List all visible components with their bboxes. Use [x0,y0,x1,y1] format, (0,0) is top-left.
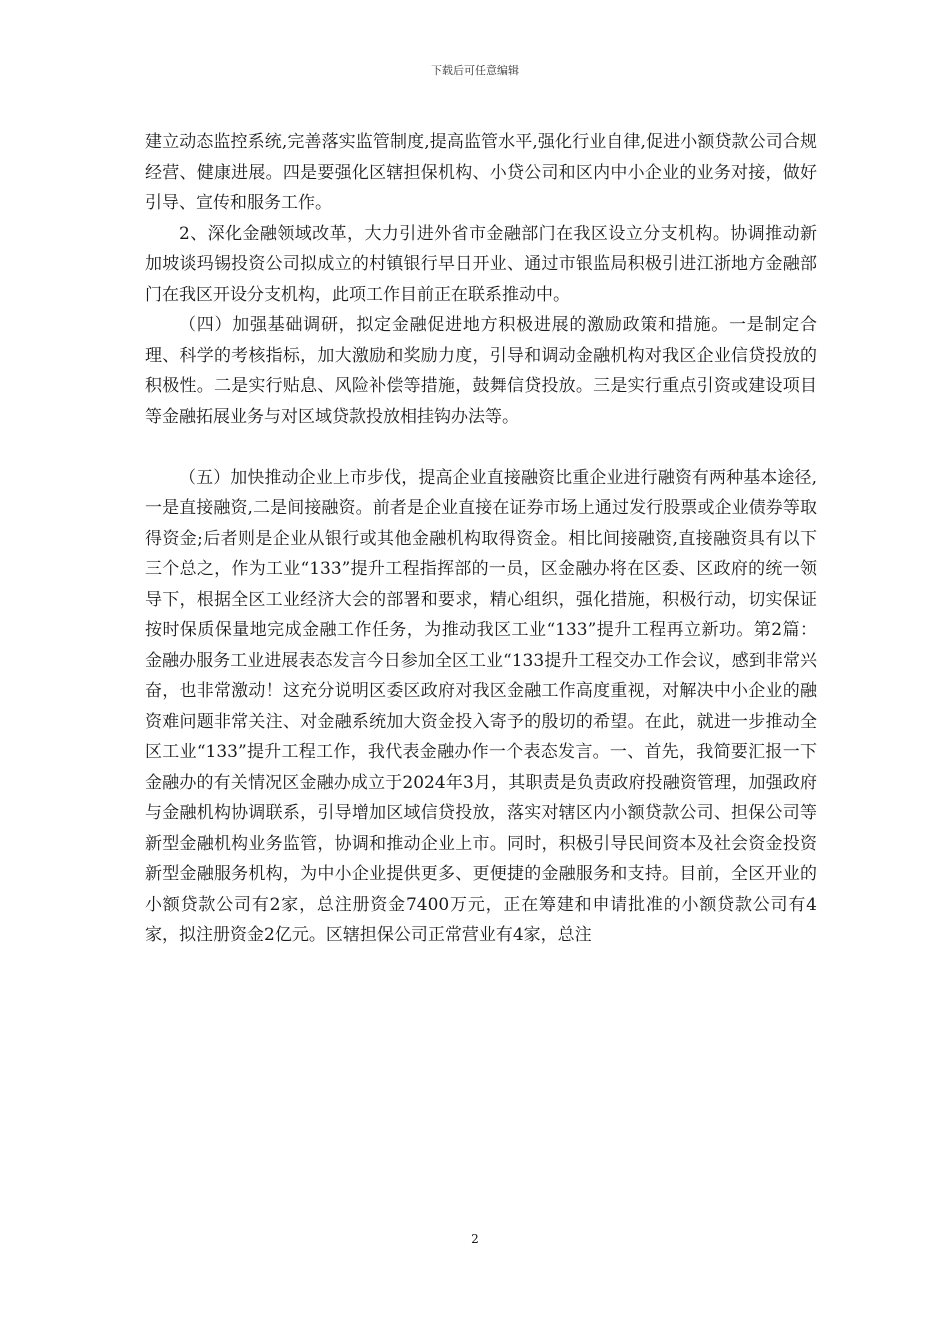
document-body [145,127,817,951]
page-header: 下载后可任意编辑 [431,64,519,77]
paragraph-monitoring: 建立动态监控系统,完善落实监管制度,提高监管水平,强化行业自律,促进小额贷款公司合规经营、健康进展。四是要强化区辖担保机构、小贷公司和区内中小企业的业务对接，做好引导、宣传和服务工作。 [145,132,817,213]
paragraph-listing-and-statement: （五）加快推动企业上市步伐，提高企业直接融资比重企业进行融资有两种基本途径,一是直接融资,二是间接融资。前者是企业直接在证券市场上通过发行股票或企业债券等取得资金;后者则是企业从银行或其他金融机构取得资金。相比间接融资,直接融资具有以下三个总之，作为工业“133”提升工程指挥部的一员，区金融办将在区委、区政府的统一领导下，根据全区工业经济大会的部署和要求，精心组织，强化措施，积极行动，切实保证按时保质保量地完成金融工作任务，为推动我区工业“133”提升工程再立新功。第2篇：金融办服务工业进展表态发言今日参加全区工业“133提升工程交办工作会议，感到非常兴奋，也非常激动！这充分说明区委区政府对我区金融工作高度重视，对解决中小企业的融资难问题非常关注、对金融系统加大资金投入寄予的殷切的希望。在此，就进一步推动全区工业“133”提升工程工作，我代表金融办作一个表态发言。一、首先，我简要汇报一下金融办的有关情况区金融办成立于2024年3月，其职责是负责政府投融资管理，加强政府与金融机构协调联系，引导增加区域信贷投放，落实对辖区内小额贷款公司、担保公司等新型金融机构业务监管，协调和推动企业上市。同时，积极引导民间资本及社会资金投资新型金融服务机构，为中小企业提供更多、更便捷的金融服务和支持。目前，全区开业的小额贷款公司有2家，总注册资金7400万元，正在筹建和申请批准的小额贷款公司有4家，拟注册资金2亿元。区辖担保公司正常营业有4家，总注 [145,467,817,945]
page-number: 2 [471,1232,479,1246]
paragraph-financial-reform: 2、深化金融领域改革，大力引进外省市金融部门在我区设立分支机构。协调推动新加坡谈玛锡投资公司拟成立的村镇银行早日开业、通过市银监局积极引进江浙地方金融部门在我区开设分支机构，此项工作目前正在联系推动中。 [145,223,817,305]
paragraph-research-incentives: （四）加强基础调研，拟定金融促进地方积极进展的激励政策和措施。一是制定合理、科学的考核指标，加大激励和奖励力度，引导和调动金融机构对我区企业信贷投放的积极性。二是实行贴息、风险补偿等措施，鼓舞信贷投放。三是实行重点引资或建设项目等金融拓展业务与对区域贷款投放相挂钩办法等。 [145,315,817,427]
paragraph-spacer [145,432,817,463]
